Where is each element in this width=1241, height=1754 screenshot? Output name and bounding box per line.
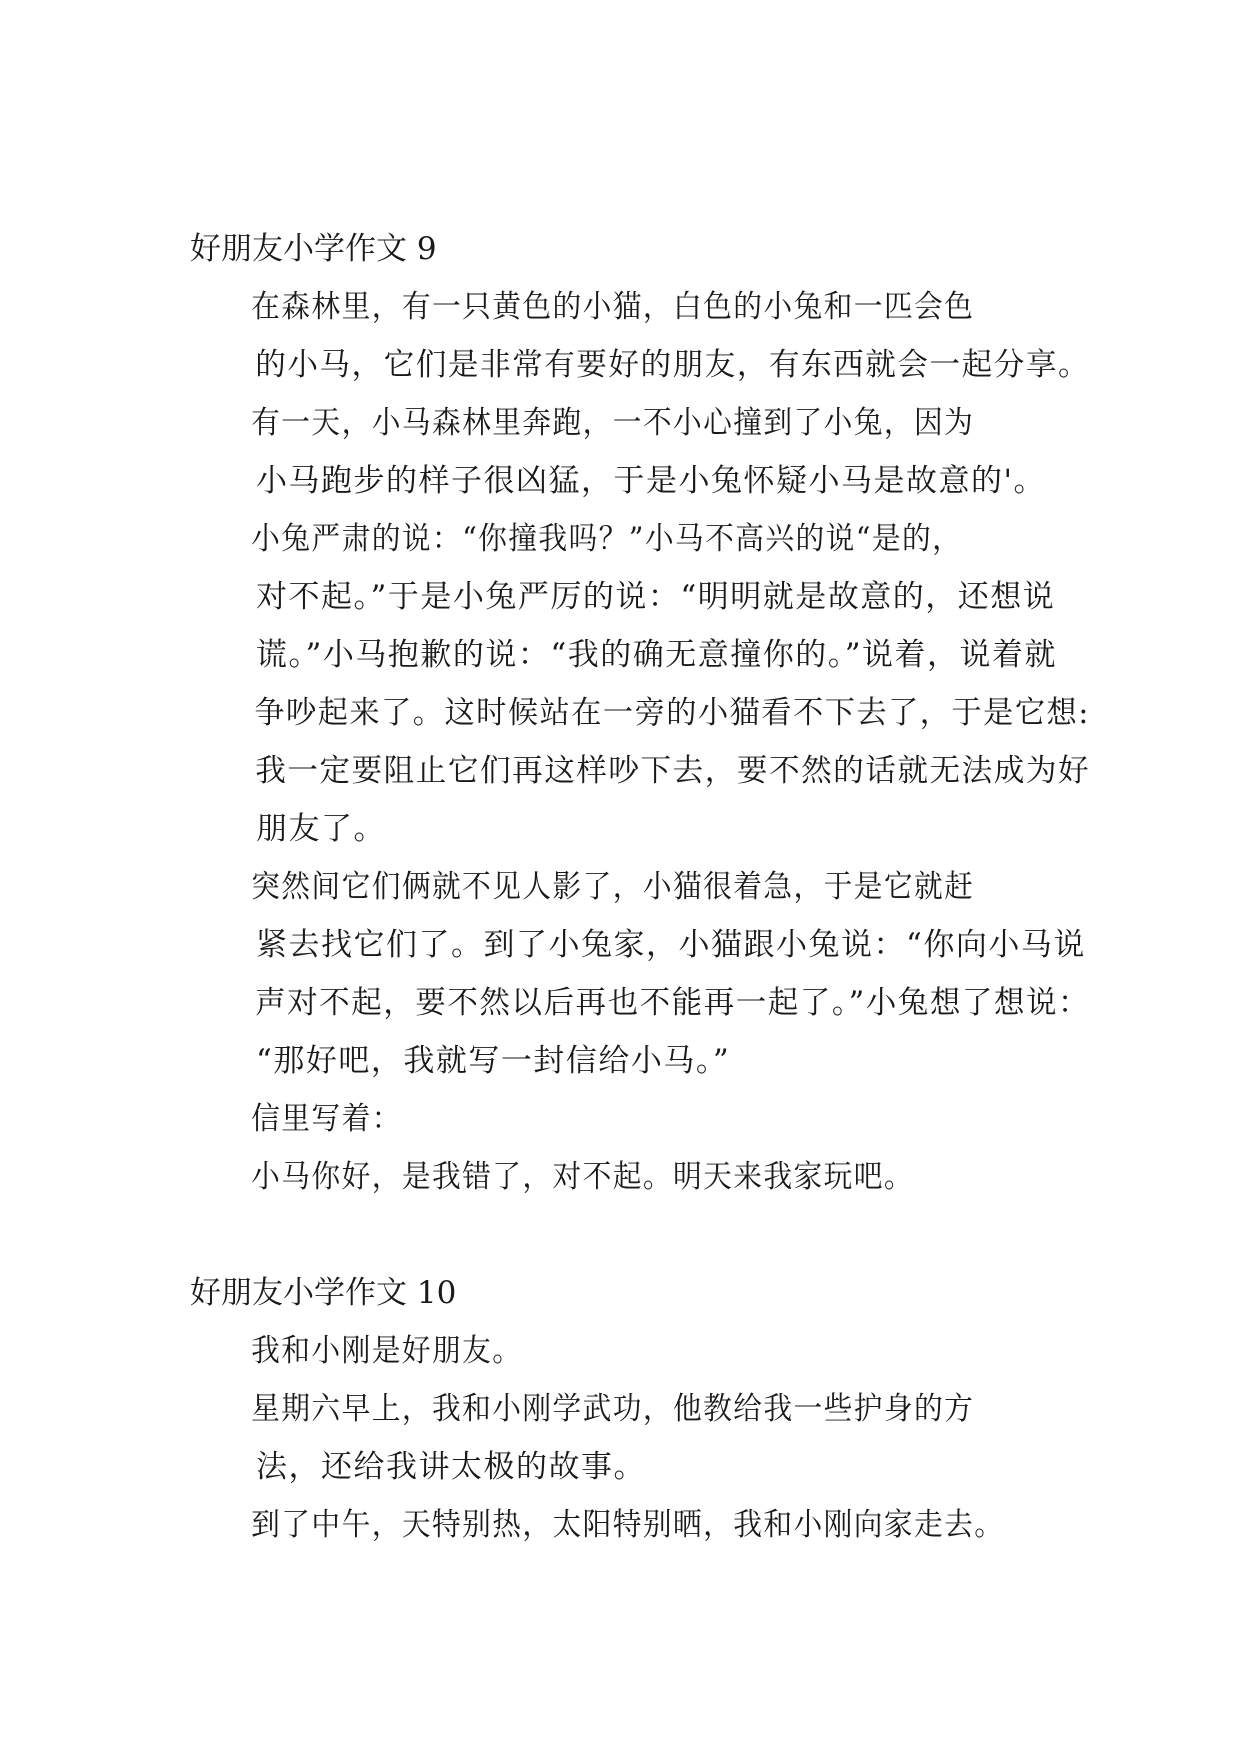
text-line: 突然间它们俩就不见人影了，小猫很着急，于是它就赶 <box>251 869 975 905</box>
text-line: 到了中午，天特别热，太阳特别晒，我和小刚向家走去。 <box>251 1507 1005 1543</box>
text-line: 小马跑步的样子很凶猛，于是小兔怀疑小马是故意的'。 <box>256 463 1047 499</box>
paragraph <box>190 394 1090 510</box>
text-line: 在森林里，有一只黄色的小猫，白色的小兔和一匹会色 <box>251 289 975 325</box>
text-line: 的小马，它们是非常有要好的朋友，有东西就会一起分享。 <box>255 347 1091 383</box>
essay-9 <box>190 220 1090 1206</box>
document-body <box>190 220 1090 1554</box>
text-line: 有一天，小马森林里奔跑，一不小心撞到了小兔，因为 <box>251 405 975 441</box>
text-line: 信里写着： <box>251 1101 402 1137</box>
paragraph <box>190 1380 1090 1496</box>
text-line: “那好吧，我就写一封信给小马。” <box>256 1043 731 1079</box>
paragraph <box>190 1322 1090 1380</box>
text-line: 星期六早上，我和小刚学武功，他教给我一些护身的方 <box>251 1391 975 1427</box>
paragraph <box>190 858 1090 1090</box>
text-line: 对不起。”于是小兔严厉的说：“明明就是故意的，还想说 <box>256 579 1056 615</box>
paragraph <box>190 1148 1090 1206</box>
paragraph <box>190 510 1090 858</box>
essay-title: 好朋友小学作文 9 <box>190 231 437 267</box>
paragraph <box>190 1090 1090 1148</box>
text-line: 法，还给我讲太极的故事。 <box>256 1449 646 1485</box>
essay-title: 好朋友小学作文 10 <box>190 1275 457 1311</box>
text-line: 我和小刚是好朋友。 <box>251 1333 523 1369</box>
text-line: 我一定要阻止它们再这样吵下去，要不然的话就无法成为好 <box>255 753 1091 789</box>
text-line: 小马你好，是我错了，对不起。明天来我家玩吧。 <box>251 1159 914 1195</box>
text-line: 紧去找它们了。到了小兔家，小猫跟小兔说：“你向小马说 <box>256 927 1086 963</box>
text-line: 争吵起来了。这时候站在一旁的小猫看不下去了，于是它想: <box>254 695 1090 731</box>
text-line: 小兔严肃的说：“你撞我吗？”小马不高兴的说“是的， <box>251 521 963 557</box>
text-line: 朋友了。 <box>256 811 386 847</box>
text-line: 谎。”小马抱歉的说：“我的确无意撞你的。”说着，说着就 <box>256 637 1058 673</box>
paragraph <box>190 278 1090 394</box>
text-line: 声对不起，要不然以后再也不能再一起了。”小兔想了想说： <box>255 985 1091 1021</box>
essay-10 <box>190 1264 1090 1554</box>
paragraph <box>190 1496 1090 1554</box>
